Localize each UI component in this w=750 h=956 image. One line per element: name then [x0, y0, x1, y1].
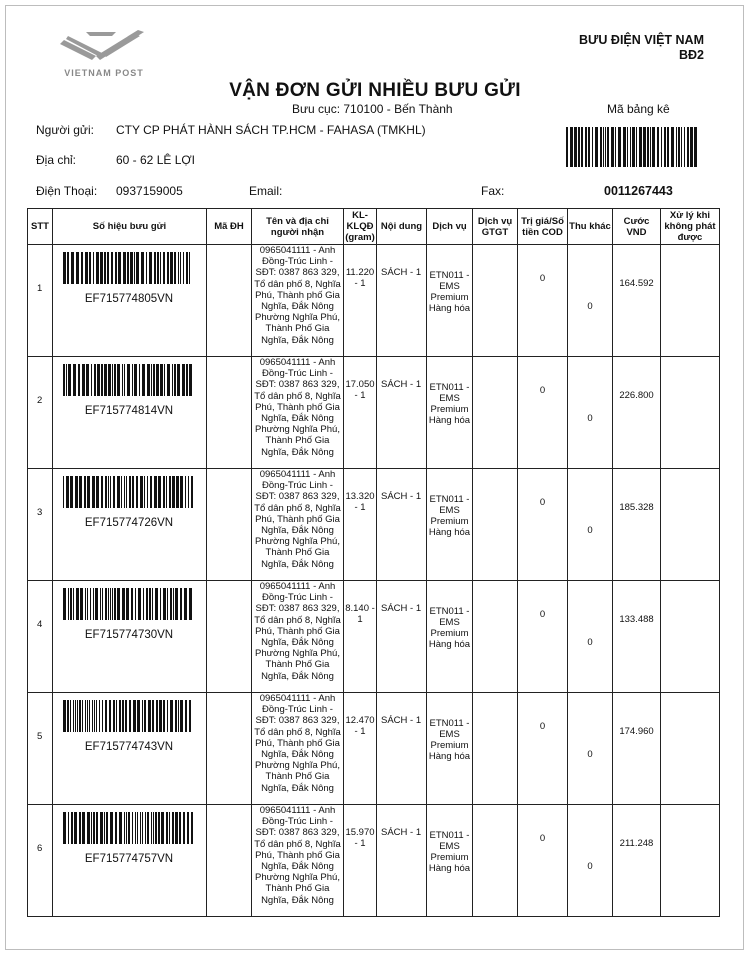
tracking-barcode	[63, 476, 193, 508]
table-row	[28, 469, 720, 581]
weight: 15.970 - 1	[345, 827, 375, 849]
service: ETN011 - EMS Premium Hàng hóa	[428, 606, 471, 650]
tracking-number: EF715774805VN	[84, 293, 174, 305]
failed-handling-cell	[661, 245, 720, 357]
row-stt: 3	[37, 507, 43, 518]
failed-handling-cell	[661, 469, 720, 581]
shipment-table	[27, 208, 720, 917]
content: SÁCH - 1	[381, 267, 422, 278]
recipient-info: 0965041111 - Anh Đồng-Trúc Linh - SĐT: 0387 863 329, Tổ dân phố 8, Nghĩa Phú, Thành phố Gia Nghĩa, Đắk Nông Phường Nghĩa Phú, Thành Phố Gia Nghĩa, Đắk Nông	[252, 469, 344, 581]
content: SÁCH - 1	[381, 603, 422, 614]
order-code-cell	[207, 581, 252, 693]
col-fee: Cước VND	[613, 209, 661, 245]
shipping-fee: 133.488	[619, 614, 654, 625]
col-tracking: Số hiệu bưu gửi	[53, 209, 207, 245]
col-weight: KL-KLQĐ (gram)	[345, 210, 375, 243]
row-stt: 5	[37, 731, 43, 742]
service: ETN011 - EMS Premium Hàng hóa	[428, 382, 471, 426]
recipient-info: 0965041111 - Anh Đồng-Trúc Linh - SĐT: 0387 863 329, Tổ dân phố 8, Nghĩa Phú, Thành phố Gia Nghĩa, Đắk Nông Phường Nghĩa Phú, Thành Phố Gia Nghĩa, Đắk Nông	[252, 581, 344, 693]
sender-name: CTY CP PHÁT HÀNH SÁCH TP.HCM - FAHASA (TMKHL)	[116, 123, 426, 137]
content: SÁCH - 1	[381, 715, 422, 726]
col-failed: Xử lý khi không phát được	[661, 209, 720, 245]
table-row	[28, 805, 720, 917]
tracking-barcode	[63, 588, 193, 620]
content: SÁCH - 1	[381, 827, 422, 838]
col-ma-dh: Mã ĐH	[207, 209, 252, 245]
col-service: Dịch vụ	[427, 209, 473, 245]
weight: 13.320 - 1	[345, 491, 375, 513]
cod-value: 0	[539, 721, 546, 732]
other-fee: 0	[587, 525, 593, 536]
vat-cell	[473, 693, 518, 805]
phone-label: Điện Thoại:	[36, 184, 98, 198]
order-code-cell	[207, 693, 252, 805]
tracking-barcode	[63, 364, 193, 396]
content: SÁCH - 1	[381, 379, 422, 390]
row-stt: 6	[37, 843, 43, 854]
row-stt: 2	[37, 395, 43, 406]
tracking-barcode	[63, 252, 193, 284]
col-vat: Dịch vụ GTGT	[473, 209, 518, 245]
recipient-info: 0965041111 - Anh Đồng-Trúc Linh - SĐT: 0387 863 329, Tổ dân phố 8, Nghĩa Phú, Thành phố Gia Nghĩa, Đắk Nông Phường Nghĩa Phú, Thành Phố Gia Nghĩa, Đắk Nông	[252, 805, 344, 917]
address-label: Địa chỉ:	[36, 153, 77, 167]
vietnam-post-logo-icon	[56, 26, 152, 66]
fax-value: 0011267443	[604, 184, 673, 198]
other-fee: 0	[587, 637, 593, 648]
sender-address: 60 - 62 LÊ LỢI	[116, 153, 196, 167]
tracking-number: EF715774743VN	[84, 741, 174, 753]
weight: 12.470 - 1	[345, 715, 375, 737]
sender-label: Người gửi:	[36, 123, 94, 137]
vat-cell	[473, 469, 518, 581]
sender-phone: 0937159005	[116, 184, 183, 198]
order-code-cell	[207, 245, 252, 357]
service: ETN011 - EMS Premium Hàng hóa	[428, 494, 471, 538]
failed-handling-cell	[661, 357, 720, 469]
shipping-fee: 164.592	[619, 278, 654, 289]
service: ETN011 - EMS Premium Hàng hóa	[428, 830, 471, 874]
order-code-cell	[207, 805, 252, 917]
shipping-fee: 174.960	[619, 726, 654, 737]
shipping-fee: 211.248	[619, 838, 654, 849]
weight: 11.220 - 1	[345, 267, 375, 289]
recipient-info: 0965041111 - Anh Đồng-Trúc Linh - SĐT: 0387 863 329, Tổ dân phố 8, Nghĩa Phú, Thành phố Gia Nghĩa, Đắk Nông Phường Nghĩa Phú, Thành Phố Gia Nghĩa, Đắk Nông	[252, 245, 344, 357]
cod-value: 0	[539, 385, 546, 396]
tracking-barcode	[63, 700, 193, 732]
cod-value: 0	[539, 609, 546, 620]
fax-label: Fax:	[481, 184, 505, 198]
table-row	[28, 357, 720, 469]
col-other: Thu khác	[568, 209, 613, 245]
list-code-label: Mã bảng kê	[607, 102, 670, 116]
failed-handling-cell	[661, 693, 720, 805]
table-header-row	[28, 209, 720, 245]
tracking-number: EF715774757VN	[84, 853, 174, 865]
table-row	[28, 693, 720, 805]
cod-value: 0	[539, 497, 546, 508]
row-stt: 4	[37, 619, 43, 630]
recipient-info: 0965041111 - Anh Đồng-Trúc Linh - SĐT: 0387 863 329, Tổ dân phố 8, Nghĩa Phú, Thành phố Gia Nghĩa, Đắk Nông Phường Nghĩa Phú, Thành Phố Gia Nghĩa, Đắk Nông	[252, 357, 344, 469]
shipping-fee: 226.800	[619, 390, 654, 401]
form-code: BĐ2	[678, 48, 704, 62]
vietnam-post-logo	[56, 26, 152, 82]
tracking-barcode	[63, 812, 193, 844]
document-barcode	[566, 127, 698, 167]
shipping-fee: 185.328	[619, 502, 654, 513]
organization-header	[579, 33, 704, 63]
order-code-cell	[207, 469, 252, 581]
vat-cell	[473, 581, 518, 693]
other-fee: 0	[587, 749, 593, 760]
logo-text: VIETNAM POST	[64, 68, 144, 78]
service: ETN011 - EMS Premium Hàng hóa	[428, 718, 471, 762]
service: ETN011 - EMS Premium Hàng hóa	[428, 270, 471, 314]
vat-cell	[473, 357, 518, 469]
col-content: Nội dung	[377, 209, 427, 245]
recipient-info: 0965041111 - Anh Đồng-Trúc Linh - SĐT: 0387 863 329, Tổ dân phố 8, Nghĩa Phú, Thành phố Gia Nghĩa, Đắk Nông Phường Nghĩa Phú, Thành Phố Gia Nghĩa, Đắk Nông	[252, 693, 344, 805]
col-stt: STT	[28, 209, 53, 245]
failed-handling-cell	[661, 581, 720, 693]
col-recipient: Tên và địa chỉ người nhận	[252, 209, 344, 245]
order-code-cell	[207, 357, 252, 469]
other-fee: 0	[587, 301, 593, 312]
tracking-number: EF715774730VN	[84, 629, 174, 641]
failed-handling-cell	[661, 805, 720, 917]
row-stt: 1	[37, 283, 43, 294]
tracking-number: EF715774814VN	[84, 405, 174, 417]
vat-cell	[473, 805, 518, 917]
organization-name: BƯU ĐIỆN VIỆT NAM	[579, 33, 704, 47]
other-fee: 0	[587, 413, 593, 424]
table-row	[28, 581, 720, 693]
email-label: Email:	[249, 184, 283, 198]
col-cod: Trị giá/Số tiền COD	[518, 209, 568, 245]
tracking-number: EF715774726VN	[84, 517, 174, 529]
weight: 8.140 - 1	[345, 603, 375, 625]
vat-cell	[473, 245, 518, 357]
cod-value: 0	[539, 833, 546, 844]
other-fee: 0	[587, 861, 593, 872]
document-title: VẬN ĐƠN GỬI NHIỀU BƯU GỬI	[229, 80, 521, 101]
content: SÁCH - 1	[381, 491, 422, 502]
cod-value: 0	[539, 273, 546, 284]
post-office: Bưu cục: 710100 - Bến Thành	[292, 102, 453, 116]
table-row	[28, 245, 720, 357]
weight: 17.050 - 1	[345, 379, 375, 401]
